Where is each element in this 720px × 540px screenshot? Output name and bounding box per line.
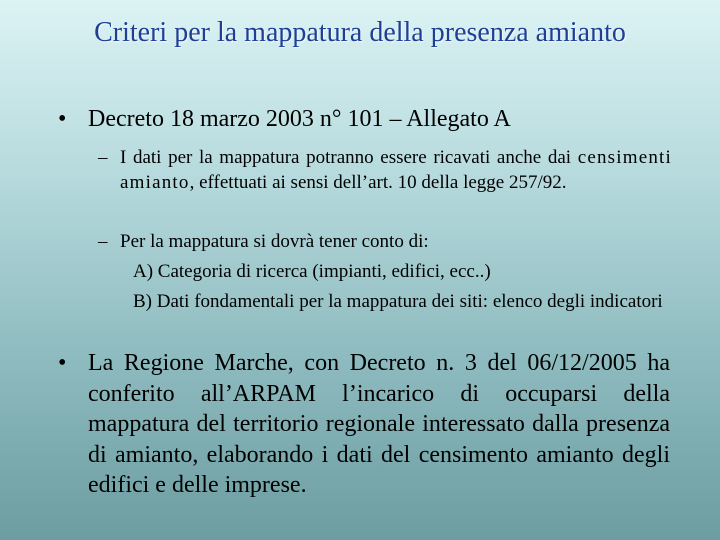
sub-bullet-dati-emphasis: censimenti amianto — [120, 147, 672, 193]
sub-bullet-dati-pre: I dati per la mappatura potranno essere ricavati anche dai — [120, 147, 578, 168]
bullet-regione-text: La Regione Marche, con Decreto n. 3 del 06/12/2005 ha conferito all’ARPAM l’incarico di occuparsi della mappatura del territorio regionale interessato dalla presenza di amianto, elaborando i dati del censimento amianto degli edifici e delle imprese. — [88, 350, 670, 499]
sub-bullet-dash: – — [98, 147, 108, 168]
sub-bullet-dati-post: , effettuati ai sensi dell’art. 10 della legge 257/92. — [189, 172, 567, 193]
slide-title: Criteri per la mappatura della presenza amianto — [94, 17, 626, 48]
sub-bullet-dash: – — [98, 231, 108, 252]
sub-bullet-dati-text — [120, 145, 672, 195]
bullet-dot: • — [58, 106, 67, 132]
bullet-dot: • — [58, 350, 67, 376]
list-item-b: B) Dati fondamentali per la mappatura dei siti: elenco degli indicatori — [133, 291, 663, 312]
bullet-decreto-text: Decreto 18 marzo 2003 n° 101 – Allegato A — [88, 106, 511, 132]
list-item-a: A) Categoria di ricerca (impianti, edifici, ecc..) — [133, 261, 491, 282]
sub-bullet-mappatura-text: Per la mappatura si dovrà tener conto di: — [120, 231, 429, 252]
